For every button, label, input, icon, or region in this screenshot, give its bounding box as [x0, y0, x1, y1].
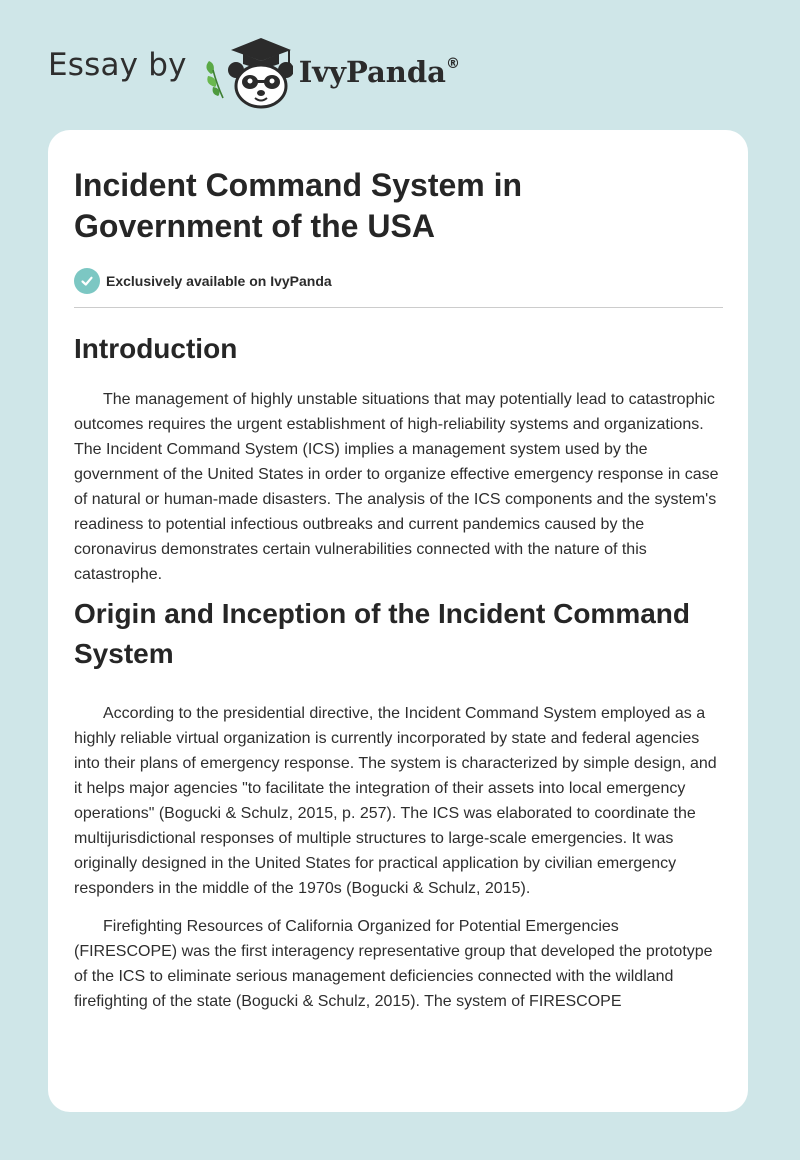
- ivy-leaf-icon: [206, 61, 223, 98]
- divider: [74, 307, 723, 308]
- site-header: [48, 30, 460, 110]
- exclusive-badge-label: Exclusively available on IvyPanda: [106, 273, 332, 289]
- paragraph: The management of highly unstable situations that may potentially lead to catastrophic outcomes requires the urgent establishment of high-reliability systems and organizations. The Incident Command System (ICS) implies a management system used by the government of the United States in order to organize effective emergency response in case of natural or human-made disasters. The analysis of the ICS components and the system's readiness to potential infectious outbreaks and current pandemics caused by the coronavirus demonstrates certain vulnerabilities connected with the nature of this catastrophe.: [74, 391, 719, 583]
- section-heading-introduction: Introduction: [74, 333, 238, 364]
- essay-by-label: Essay by: [48, 47, 187, 83]
- section-heading-origin: Origin and Inception of the Incident Command System: [74, 598, 690, 669]
- brand-text: IvyPanda: [298, 55, 446, 89]
- checkmark-icon: [74, 268, 100, 294]
- paragraph: According to the presidential directive, the Incident Command System employed as a highly reliable virtual organization is currently incorporated by state and federal agencies into their plans of emergency response. The system is characterized by simple design, and it helps major agencies "to facilitate the integration of their assets into local emergency operations" (Bogucki & Schulz, 2015, p. 257). The ICS was elaborated to coordinate the multijurisdictional responses of multiple structures to large-scale emergencies. It was originally designed in the United States for practical application by civilian emergency responders in the middle of the 1970s (Bogucki & Schulz, 2015).: [74, 705, 717, 897]
- brand-name[interactable]: [299, 55, 460, 89]
- registered-mark: ®: [445, 56, 460, 72]
- article-card: [48, 130, 748, 1112]
- paragraph: Firefighting Resources of California Organized for Potential Emergencies (FIRESCOPE) was the first interagency representative group that developed the prototype of the ICS to eliminate serious management deficiencies connected with the wildland firefighting of the state (Bogucki & Schulz, 2015). The system of FIRESCOPE: [74, 918, 713, 1010]
- page-title: Incident Command System in Government of the USA: [74, 167, 523, 244]
- ivypanda-logo-icon[interactable]: [201, 30, 293, 110]
- exclusive-badge: [74, 268, 722, 294]
